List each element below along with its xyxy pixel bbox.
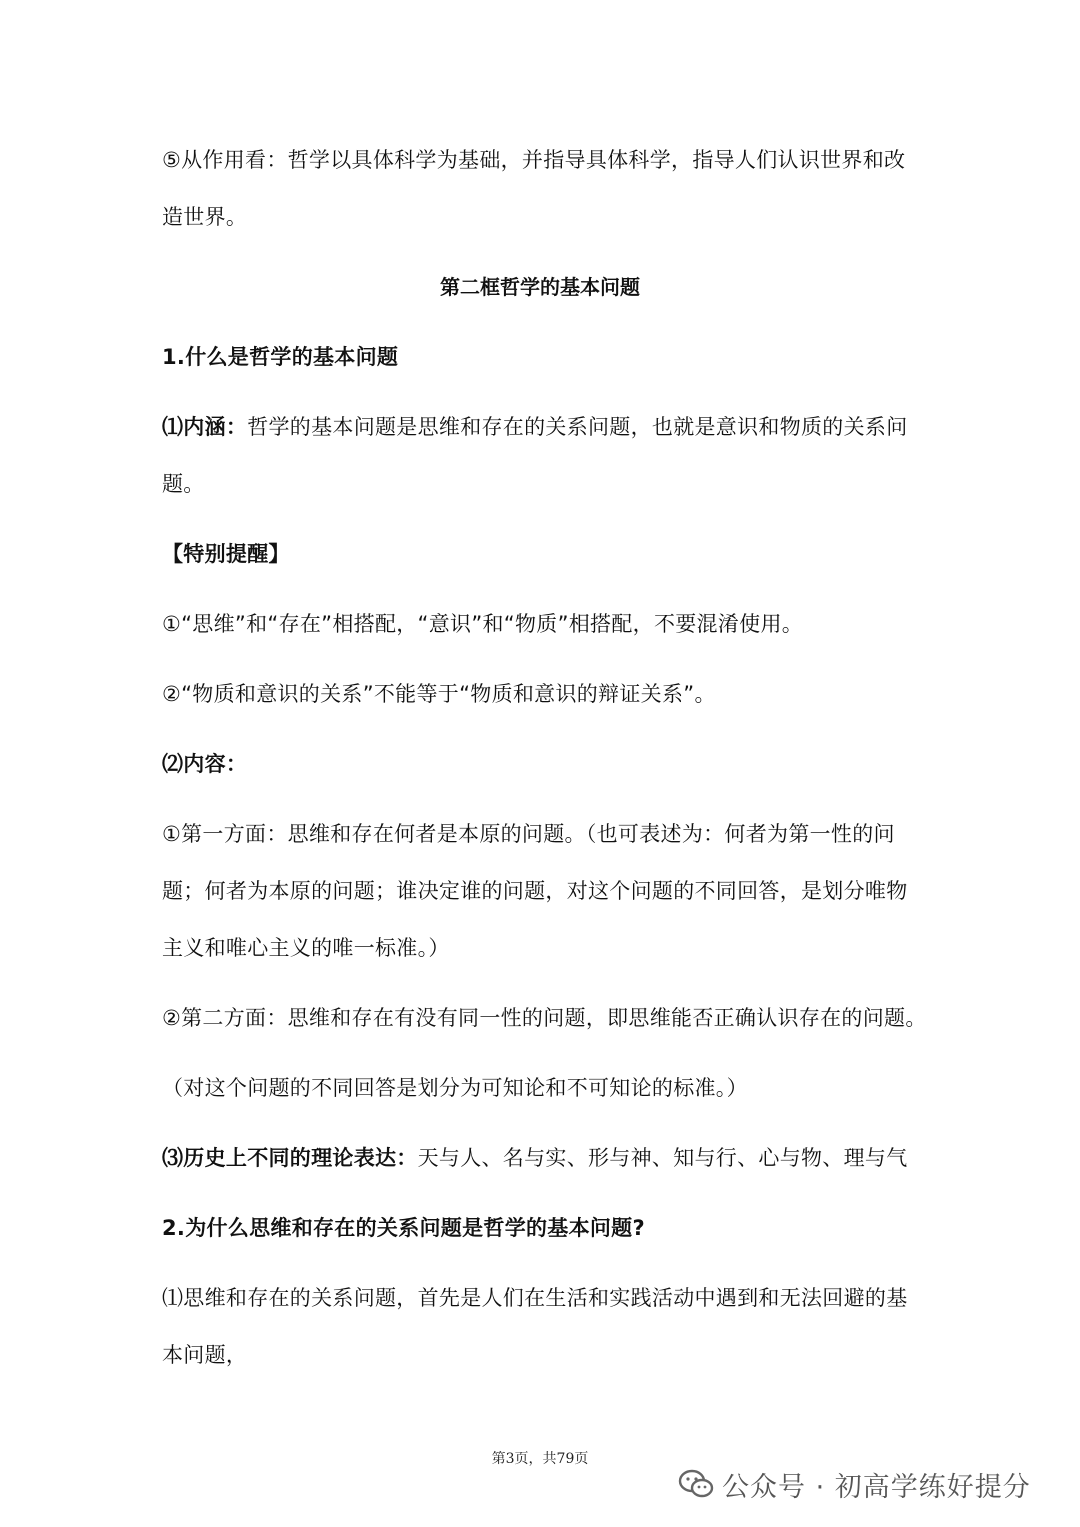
paragraph-line: ⑤从作用看：哲学以具体科学为基础，并指导具体科学，指导人们认识世界和改 bbox=[162, 148, 906, 172]
paragraph-line: （对这个问题的不同回答是划分为可知论和不可知论的标准。） bbox=[162, 1076, 748, 1100]
paragraph-line bbox=[162, 1143, 922, 1173]
paragraph-line bbox=[162, 412, 922, 442]
paragraph-line: ①“思维”和“存在”相搭配，“意识”和“物质”相搭配，不要混淆使用。 bbox=[162, 612, 804, 636]
inline-text: 天与人、名与实、形与神、知与行、心与物、理与气 bbox=[417, 1146, 908, 1170]
paragraph-line: ②第二方面：思维和存在有没有同一性的问题，即思维能否正确认识存在的问题。 bbox=[162, 1006, 927, 1030]
watermark-text: 公众号 · 初高学练好提分 bbox=[722, 1471, 1031, 1503]
page-number: 第3页，共79页 bbox=[491, 1451, 589, 1467]
inline-label: ⑴内涵： bbox=[162, 415, 248, 439]
wechat-icon bbox=[678, 1468, 714, 1500]
paragraph-line: 本问题， bbox=[162, 1343, 248, 1367]
paragraph-line: 造世界。 bbox=[162, 205, 248, 229]
heading-2: 2.为什么思维和存在的关系问题是哲学的基本问题? bbox=[162, 1216, 645, 1240]
paragraph-line: ⑴思维和存在的关系问题，首先是人们在生活和实践活动中遇到和无法回避的基 bbox=[162, 1286, 908, 1310]
paragraph-line: ②“物质和意识的关系”不能等于“物质和意识的辩证关系”。 bbox=[162, 682, 716, 706]
paragraph-line: 题。 bbox=[162, 472, 205, 496]
paragraph-line: ①第一方面：思维和存在何者是本原的问题。（也可表述为：何者为第一性的问 bbox=[162, 822, 895, 846]
inline-text: 哲学的基本问题是思维和存在的关系问题，也就是意识和物质的关系问 bbox=[247, 415, 908, 439]
inline-label: ⑶历史上不同的理论表达： bbox=[162, 1146, 418, 1170]
paragraph-line: 题；何者为本原的问题；谁决定谁的问题，对这个问题的不同回答，是划分唯物 bbox=[162, 879, 908, 903]
heading-1: 1.什么是哲学的基本问题 bbox=[162, 345, 399, 369]
subheading: ⑵内容： bbox=[162, 752, 248, 776]
section-title: 第二框哲学的基本问题 bbox=[440, 275, 640, 299]
paragraph-line: 主义和唯心主义的唯一标准。） bbox=[162, 936, 450, 960]
watermark bbox=[678, 1462, 1031, 1506]
callout-heading: 【特别提醒】 bbox=[162, 542, 290, 566]
